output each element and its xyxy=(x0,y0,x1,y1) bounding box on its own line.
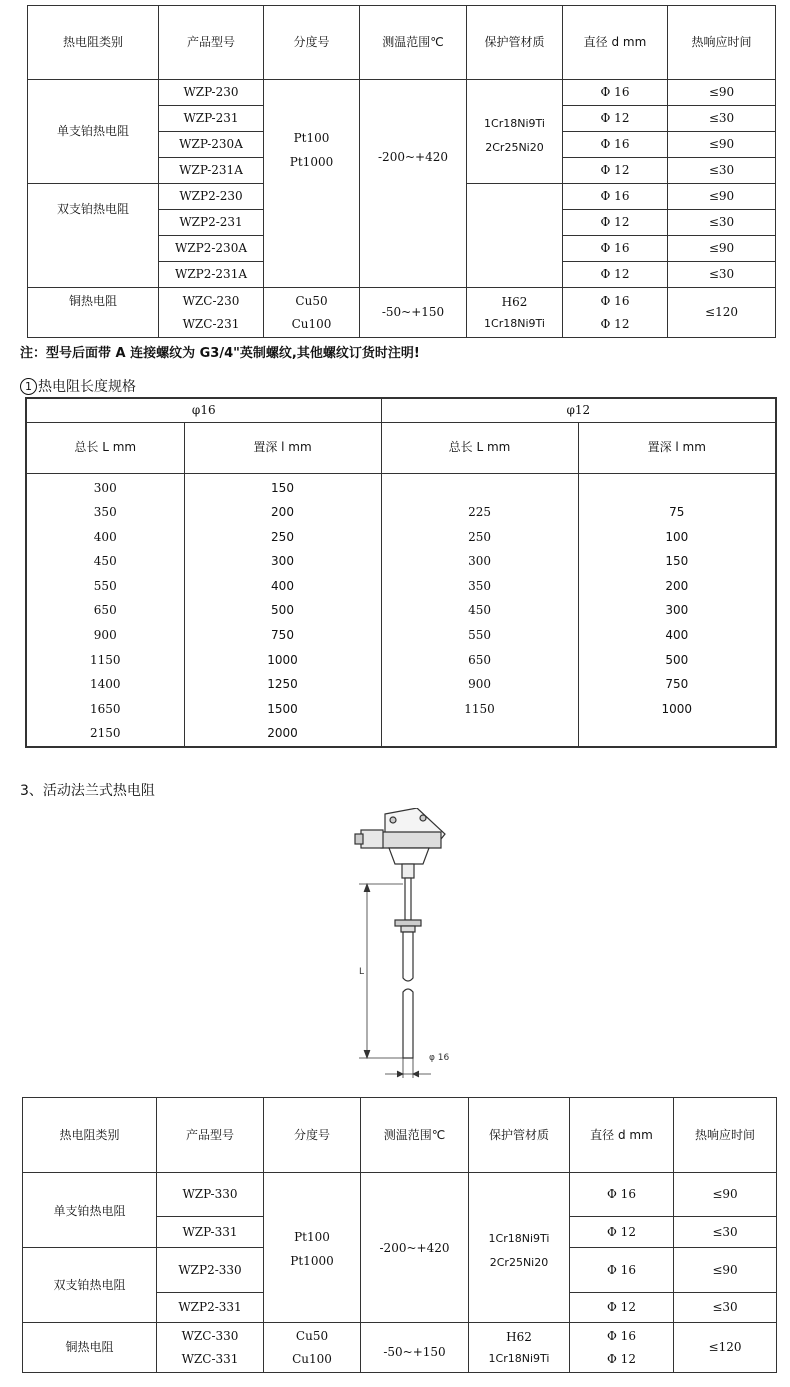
table-header-row xyxy=(23,1098,777,1173)
head-screw xyxy=(420,815,426,821)
stem-upper xyxy=(405,878,411,920)
diameter-cell: Φ 12 xyxy=(563,262,668,288)
diameter-cell: Φ 12 xyxy=(563,158,668,184)
dim-arrow-down xyxy=(364,1050,370,1058)
diameter-cell: Φ 12 xyxy=(563,210,668,236)
graduation-pt: Pt100 Pt1000 xyxy=(264,80,360,288)
length-spec-table xyxy=(25,397,777,748)
diameter-cell: Φ 16 xyxy=(570,1248,674,1293)
diameter-cell: Φ 16 xyxy=(563,132,668,158)
model-cell: WZP-331 xyxy=(157,1217,264,1248)
flange-collar xyxy=(401,926,415,932)
header-diameter: 直径 d mm xyxy=(570,1098,674,1173)
header-model: 产品型号 xyxy=(157,1098,264,1173)
header-total-length-a: 总长 L mm xyxy=(26,422,184,473)
response-cell: ≤30 xyxy=(668,262,776,288)
column-total-a: 300 350 400 450 550 650 900 1150 1400 1650 2150 xyxy=(26,473,184,747)
range-cu: -50~+150 xyxy=(361,1323,469,1373)
material-pt: 1Cr18Ni9Ti 2Cr25Ni20 xyxy=(469,1173,570,1323)
table-header-row xyxy=(28,6,776,80)
table-row xyxy=(28,288,776,338)
diameter-cell: Φ 12 xyxy=(570,1293,674,1323)
header-range: 测温范围℃ xyxy=(360,6,467,80)
response-cell: ≤90 xyxy=(674,1173,777,1217)
header-graduation: 分度号 xyxy=(264,1098,361,1173)
header-total-length-b: 总长 L mm xyxy=(381,422,578,473)
material-pt: 1Cr18Ni9Ti 2Cr25Ni20 xyxy=(467,80,563,184)
header-category: 热电阻类别 xyxy=(28,6,159,80)
diameter-cell: Φ 12 xyxy=(563,106,668,132)
head-rim xyxy=(381,832,441,848)
protection-tube-lower xyxy=(403,989,413,1058)
model-note: 注：型号后面带 A 连接螺纹为 G3/4"英制螺纹,其他螺纹订货时注明! xyxy=(20,346,420,361)
header-diameter: 直径 d mm xyxy=(563,6,668,80)
model-cell: WZP-230 xyxy=(159,80,264,106)
diameter-cell: Φ 12 xyxy=(570,1217,674,1248)
group-phi16: φ16 xyxy=(26,398,381,422)
copper-graduation: Cu50 Cu100 xyxy=(264,1323,361,1373)
dia-arrow-right xyxy=(413,1071,419,1077)
response-cell: ≤30 xyxy=(674,1217,777,1248)
response-cell: ≤90 xyxy=(674,1248,777,1293)
copper-models: WZC-330 WZC-331 xyxy=(157,1323,264,1373)
circled-number: 1 xyxy=(20,378,37,395)
spec-table-2 xyxy=(22,1097,777,1373)
copper-models: WZC-230 WZC-231 xyxy=(159,288,264,338)
response-cell: ≤90 xyxy=(668,184,776,210)
copper-response: ≤120 xyxy=(668,288,776,338)
header-graduation: 分度号 xyxy=(264,6,360,80)
diameter-cell: Φ 16 xyxy=(570,1173,674,1217)
neck xyxy=(402,864,414,878)
column-header-row xyxy=(26,422,776,473)
header-response: 热响应时间 xyxy=(674,1098,777,1173)
model-cell: WZP2-330 xyxy=(157,1248,264,1293)
graduation-pt: Pt100 Pt1000 xyxy=(264,1173,361,1323)
response-cell: ≤90 xyxy=(668,80,776,106)
spec-table-1 xyxy=(27,5,776,338)
cable-gland-nut xyxy=(355,834,363,844)
diameter-cell: Φ 16 xyxy=(563,236,668,262)
label-diameter: φ 16 xyxy=(429,1053,450,1063)
copper-response: ≤120 xyxy=(674,1323,777,1373)
diameter-cell: Φ 16 xyxy=(563,184,668,210)
values-row xyxy=(26,473,776,747)
section-length-title xyxy=(20,376,136,396)
model-cell: WZP2-231A xyxy=(159,262,264,288)
header-model: 产品型号 xyxy=(159,6,264,80)
flange-rtd-drawing xyxy=(345,808,485,1083)
response-cell: ≤30 xyxy=(668,210,776,236)
section-title-text: 热电阻长度规格 xyxy=(38,379,136,395)
dim-arrow-up xyxy=(364,884,370,892)
flange xyxy=(395,920,421,926)
category-double-platinum: 双支铂热电阻 xyxy=(28,184,159,288)
response-cell: ≤90 xyxy=(668,132,776,158)
model-cell: WZP2-231 xyxy=(159,210,264,236)
material-cu: H62 1Cr18Ni9Ti xyxy=(469,1323,570,1373)
table-row xyxy=(23,1323,777,1373)
category-double-platinum: 双支铂热电阻 xyxy=(23,1248,157,1323)
table-row xyxy=(23,1173,777,1217)
table-row xyxy=(28,80,776,106)
response-cell: ≤30 xyxy=(668,158,776,184)
header-depth-a: 置深 l mm xyxy=(184,422,381,473)
group-header-row xyxy=(26,398,776,422)
copper-graduation: Cu50 Cu100 xyxy=(264,288,360,338)
range-cu: -50~+150 xyxy=(360,288,467,338)
category-single-platinum: 单支铂热电阻 xyxy=(23,1173,157,1248)
category-copper: 铜热电阻 xyxy=(28,288,159,338)
header-response: 热响应时间 xyxy=(668,6,776,80)
header-material: 保护管材质 xyxy=(469,1098,570,1173)
model-cell: WZP2-331 xyxy=(157,1293,264,1323)
response-cell: ≤30 xyxy=(668,106,776,132)
diameter-cell: Φ 16 xyxy=(563,80,668,106)
header-material: 保护管材质 xyxy=(467,6,563,80)
group-phi12: φ12 xyxy=(381,398,776,422)
header-range: 测温范围℃ xyxy=(361,1098,469,1173)
material-cu: H62 1Cr18Ni9Ti xyxy=(467,288,563,338)
model-cell: WZP2-230 xyxy=(159,184,264,210)
category-single-platinum: 单支铂热电阻 xyxy=(28,80,159,184)
label-L: L xyxy=(359,967,365,977)
model-cell: WZP-330 xyxy=(157,1173,264,1217)
range-pt: -200~+420 xyxy=(361,1173,469,1323)
category-copper: 铜热电阻 xyxy=(23,1323,157,1373)
dia-arrow-left xyxy=(397,1071,403,1077)
range-pt: -200~+420 xyxy=(360,80,467,288)
model-cell: WZP2-230A xyxy=(159,236,264,262)
head-screw xyxy=(390,817,396,823)
protection-tube-upper xyxy=(403,932,413,981)
copper-diameters: Φ 16 Φ 12 xyxy=(563,288,668,338)
head-body xyxy=(389,848,429,864)
section-3-title: 3、活动法兰式热电阻 xyxy=(20,783,155,799)
header-category: 热电阻类别 xyxy=(23,1098,157,1173)
header-depth-b: 置深 l mm xyxy=(578,422,776,473)
cable-gland xyxy=(361,830,383,848)
column-depth-b: 75 100 150 200 300 400 500 750 1000 xyxy=(578,473,776,747)
model-cell: WZP-230A xyxy=(159,132,264,158)
model-cell: WZP-231 xyxy=(159,106,264,132)
column-total-b: 225 250 300 350 450 550 650 900 1150 xyxy=(381,473,578,747)
copper-diameters: Φ 16 Φ 12 xyxy=(570,1323,674,1373)
model-cell: WZP-231A xyxy=(159,158,264,184)
material-empty xyxy=(467,184,563,288)
response-cell: ≤30 xyxy=(674,1293,777,1323)
column-depth-a: 150 200 250 300 400 500 750 1000 1250 1500 2000 xyxy=(184,473,381,747)
response-cell: ≤90 xyxy=(668,236,776,262)
